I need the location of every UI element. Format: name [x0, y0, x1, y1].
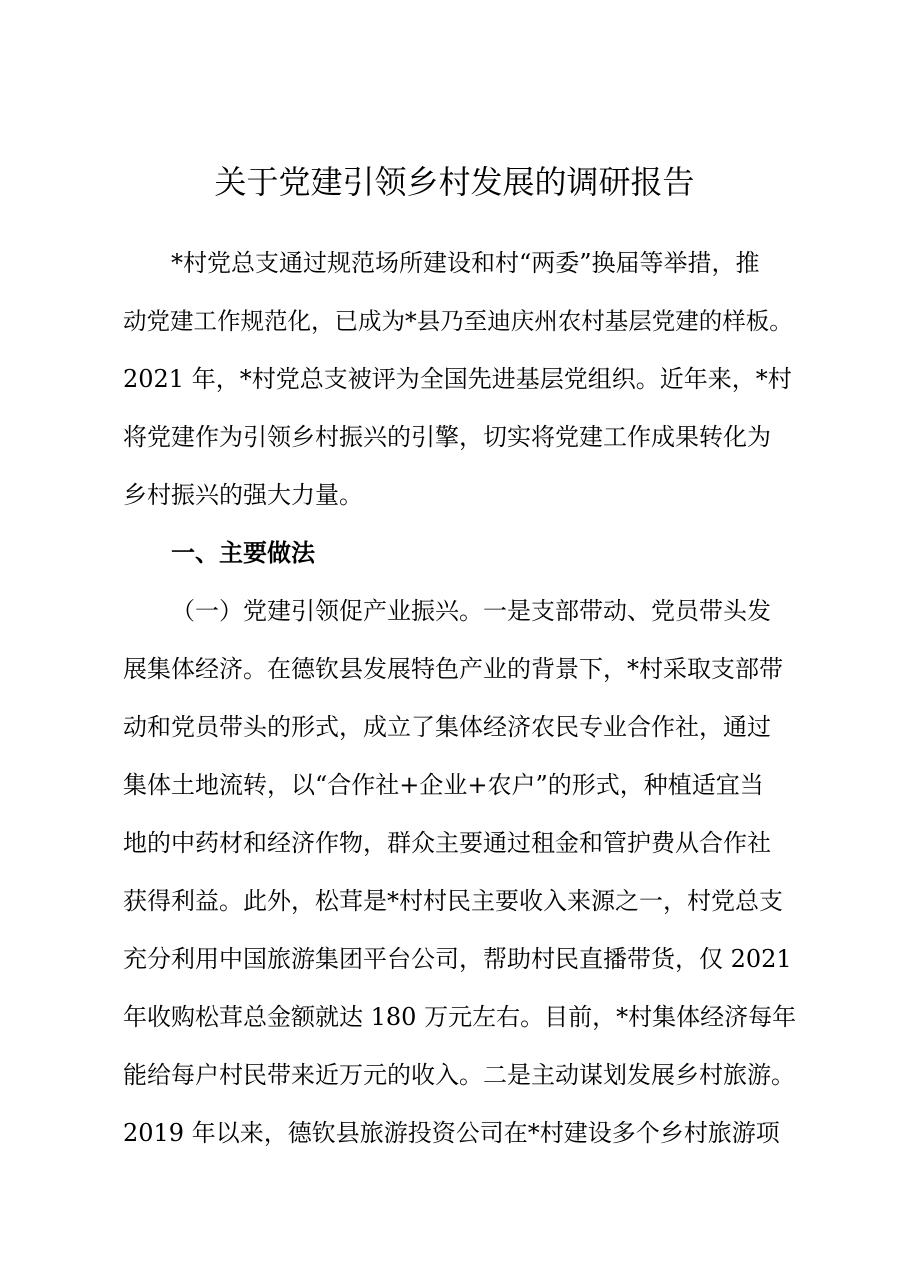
paragraph-line: 乡村振兴的强大力量。 [123, 481, 363, 509]
paragraph-line: 地的中药材和经济作物，群众主要通过租金和管护费从合作社 [123, 829, 771, 857]
paragraph-line: 获得利益。此外，松茸是*村村民主要收入来源之一，村党总支 [123, 887, 783, 915]
paragraph-line: （一）党建引领促产业振兴。一是支部带动、党员带头发 [171, 597, 771, 625]
paragraph-line: 年收购松茸总金额就达 180 万元左右。目前，*村集体经济每年 [123, 1003, 797, 1031]
paragraph-line: 动党建工作规范化，已成为*县乃至迪庆州农村基层党建的样板。 [123, 307, 793, 335]
paragraph-line: 集体土地流转，以“合作社+企业+农户”的形式，种植适宜当 [123, 771, 764, 799]
document-title: 关于党建引领乡村发展的调研报告 [214, 163, 695, 201]
paragraph-line: 展集体经济。在德钦县发展特色产业的背景下，*村采取支部带 [123, 655, 783, 683]
paragraph-line: 动和党员带头的形式，成立了集体经济农民专业合作社，通过 [123, 713, 771, 741]
paragraph-line: 充分利用中国旅游集团平台公司，帮助村民直播带货，仅 2021 [123, 945, 792, 973]
paragraph-line: 能给每户村民带来近万元的收入。二是主动谋划发展乡村旅游。 [123, 1061, 795, 1089]
paragraph-line: *村党总支通过规范场所建设和村“两委”换届等举措，推 [171, 249, 760, 277]
paragraph-line: 2019 年以来，德钦县旅游投资公司在*村建设多个乡村旅游项 [123, 1119, 780, 1147]
paragraph-line: 将党建作为引领乡村振兴的引擎，切实将党建工作成果转化为 [123, 423, 771, 451]
section-heading: 一、主要做法 [171, 539, 315, 567]
paragraph-line: 2021 年，*村党总支被评为全国先进基层党组织。近年来，*村 [123, 365, 792, 393]
